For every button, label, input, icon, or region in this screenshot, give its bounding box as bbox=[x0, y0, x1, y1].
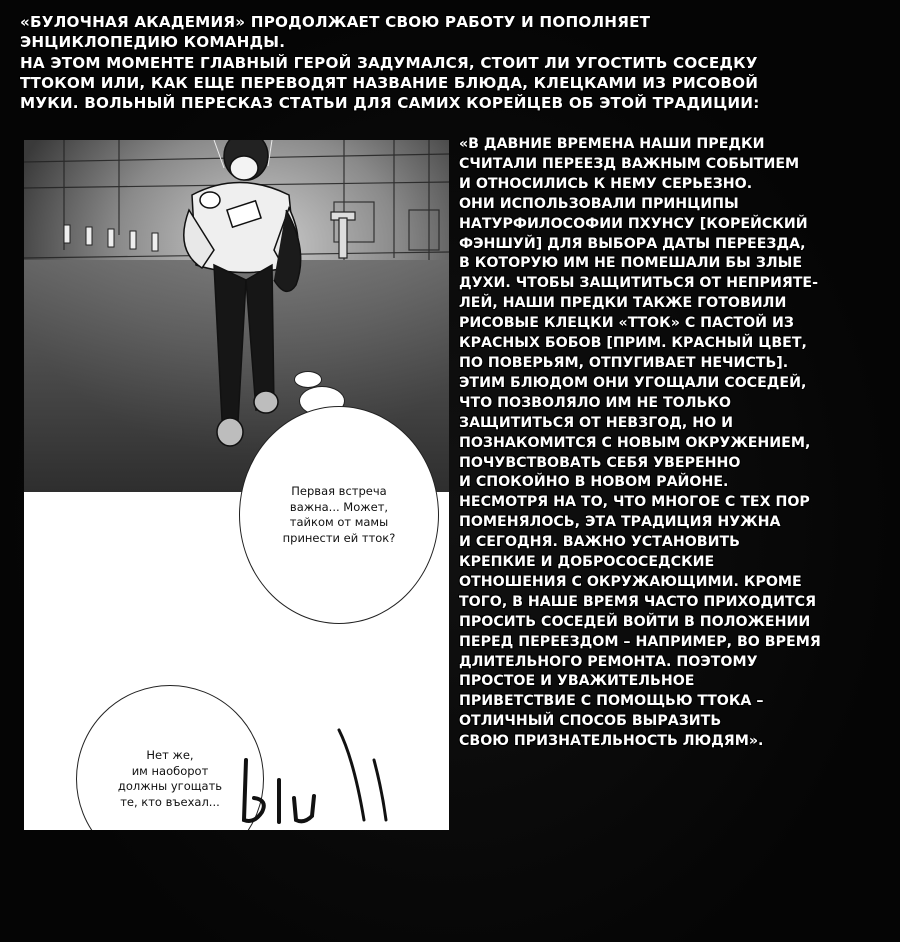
article-line: ЛЕЙ, НАШИ ПРЕДКИ ТАКЖЕ ГОТОВИЛИ bbox=[459, 295, 787, 312]
article-line: СЧИТАЛИ ПЕРЕЕЗД ВАЖНЫМ СОБЫТИЕМ bbox=[459, 155, 800, 172]
article-line: ЗАЩИТИТЬСЯ ОТ НЕВЗГОД, НО И bbox=[459, 414, 734, 431]
bubble-line: тайком от мамы bbox=[289, 515, 389, 529]
article-line: И ОТНОСИЛИСЬ К НЕМУ СЕРЬЕЗНО. bbox=[459, 175, 753, 192]
bubble-line: им наоборот bbox=[131, 763, 209, 778]
intro-line: МУКИ. ВОЛЬНЫЙ ПЕРЕСКАЗ СТАТЬИ ДЛЯ САМИХ КОРЕЙЦЕВ ОБ ЭТОЙ ТРАДИЦИИ: bbox=[20, 94, 760, 113]
article-line: ПРОСИТЬ СОСЕДЕЙ ВОЙТИ В ПОЛОЖЕНИИ bbox=[459, 613, 811, 630]
article-line: «В ДАВНИЕ ВРЕМЕНА НАШИ ПРЕДКИ bbox=[459, 136, 765, 152]
article-line: КРАСНЫХ БОБОВ [ПРИМ. КРАСНЫЙ ЦВЕТ, bbox=[459, 335, 807, 352]
speech-bubble-first-meeting bbox=[239, 406, 439, 624]
article-line: ОТНОШЕНИЯ С ОКРУЖАЮЩИМИ. КРОМЕ bbox=[459, 573, 802, 590]
intro-text bbox=[20, 12, 890, 113]
article-line: ДУХИ. ЧТОБЫ ЗАЩИТИТЬСЯ ОТ НЕПРИЯТЕ- bbox=[459, 275, 819, 292]
bubble-line: важна... Может, bbox=[289, 499, 389, 514]
article-line: ОНИ ИСПОЛЬЗОВАЛИ ПРИНЦИПЫ bbox=[459, 195, 739, 212]
article-line: В КОТОРУЮ ИМ НЕ ПОМЕШАЛИ БЫ ЗЛЫЕ bbox=[459, 255, 803, 272]
article-line: НАТУРФИЛОСОФИИ ПХУНСУ [КОРЕЙСКИЙ bbox=[459, 215, 808, 232]
article-line: ПОЗНАКОМИТСЯ С НОВЫМ ОКРУЖЕНИЕМ, bbox=[459, 434, 811, 451]
article-line: И СПОКОЙНО В НОВОМ РАЙОНЕ. bbox=[459, 474, 729, 491]
article-line: ПОЧУВСТВОВАТЬ СЕБЯ УВЕРЕННО bbox=[459, 454, 741, 471]
intro-line: НА ЭТОМ МОМЕНТЕ ГЛАВНЫЙ ГЕРОЙ ЗАДУМАЛСЯ, СТОИТ ЛИ УГОСТИТЬ СОСЕДКУ bbox=[20, 53, 758, 72]
article-line: СВОЮ ПРИЗНАТЕЛЬНОСТЬ ЛЮДЯМ». bbox=[459, 733, 764, 750]
article-line: РИСОВЫЕ КЛЕЦКИ «ТТОК» С ПАСТОЙ ИЗ bbox=[459, 315, 794, 332]
bubble-line: Нет же, bbox=[146, 748, 194, 762]
article-line: ДЛИТЕЛЬНОГО РЕМОНТА. ПОЭТОМУ bbox=[459, 653, 758, 670]
article-line: ФЭНШУЙ] ДЛЯ ВЫБОРА ДАТЫ ПЕРЕЕЗДА, bbox=[459, 235, 806, 252]
bubble-line: принести ей тток? bbox=[282, 530, 396, 545]
article-line: НЕСМОТРЯ НА ТО, ЧТО МНОГОЕ С ТЕХ ПОР bbox=[459, 494, 810, 511]
article-line: ПРИВЕТСТВИЕ С ПОМОЩЬЮ ТТОКА – bbox=[459, 693, 764, 710]
article-text bbox=[459, 135, 895, 752]
article-line: ПРОСТОЕ И УВАЖИТЕЛЬНОЕ bbox=[459, 673, 695, 690]
article-line: ЧТО ПОЗВОЛЯЛО ИМ НЕ ТОЛЬКО bbox=[459, 394, 731, 411]
bubble-line: Первая встреча bbox=[291, 484, 387, 498]
intro-line: ТТОКОМ ИЛИ, КАК ЕЩЕ ПЕРЕВОДЯТ НАЗВАНИЕ БЛЮДА, КЛЕЦКАМИ ИЗ РИСОВОЙ bbox=[20, 73, 759, 92]
sfx-text: blu bbox=[224, 720, 226, 721]
article-line: И СЕГОДНЯ. ВАЖНО УСТАНОВИТЬ bbox=[459, 534, 740, 551]
article-line: КРЕПКИЕ И ДОБРОСОСЕДСКИЕ bbox=[459, 554, 715, 571]
manga-panel bbox=[24, 140, 449, 830]
article-line: ПЕРЕД ПЕРЕЕЗДОМ – НАПРИМЕР, ВО ВРЕМЯ bbox=[459, 633, 821, 650]
sound-effect-blu bbox=[224, 720, 394, 830]
bubble-line: те, кто въехал... bbox=[120, 794, 220, 809]
article-line: ТОГО, В НАШЕ ВРЕМЯ ЧАСТО ПРИХОДИТСЯ bbox=[459, 593, 817, 610]
intro-line: «БУЛОЧНАЯ АКАДЕМИЯ» ПРОДОЛЖАЕТ СВОЮ РАБОТУ И ПОПОЛНЯЕТ bbox=[20, 13, 651, 31]
article-line: ПОМЕНЯЛОСЬ, ЭТА ТРАДИЦИЯ НУЖНА bbox=[459, 514, 781, 531]
bubble-line: должны угощать bbox=[117, 779, 223, 793]
article-line: ОТЛИЧНЫЙ СПОСОБ ВЫРАЗИТЬ bbox=[459, 713, 722, 730]
article-line: ПО ПОВЕРЬЯМ, ОТПУГИВАЕТ НЕЧИСТЬ]. bbox=[459, 354, 789, 371]
intro-line: ЭНЦИКЛОПЕДИЮ КОМАНДЫ. bbox=[20, 33, 286, 52]
article-line: ЭТИМ БЛЮДОМ ОНИ УГОЩАЛИ СОСЕДЕЙ, bbox=[459, 374, 807, 391]
